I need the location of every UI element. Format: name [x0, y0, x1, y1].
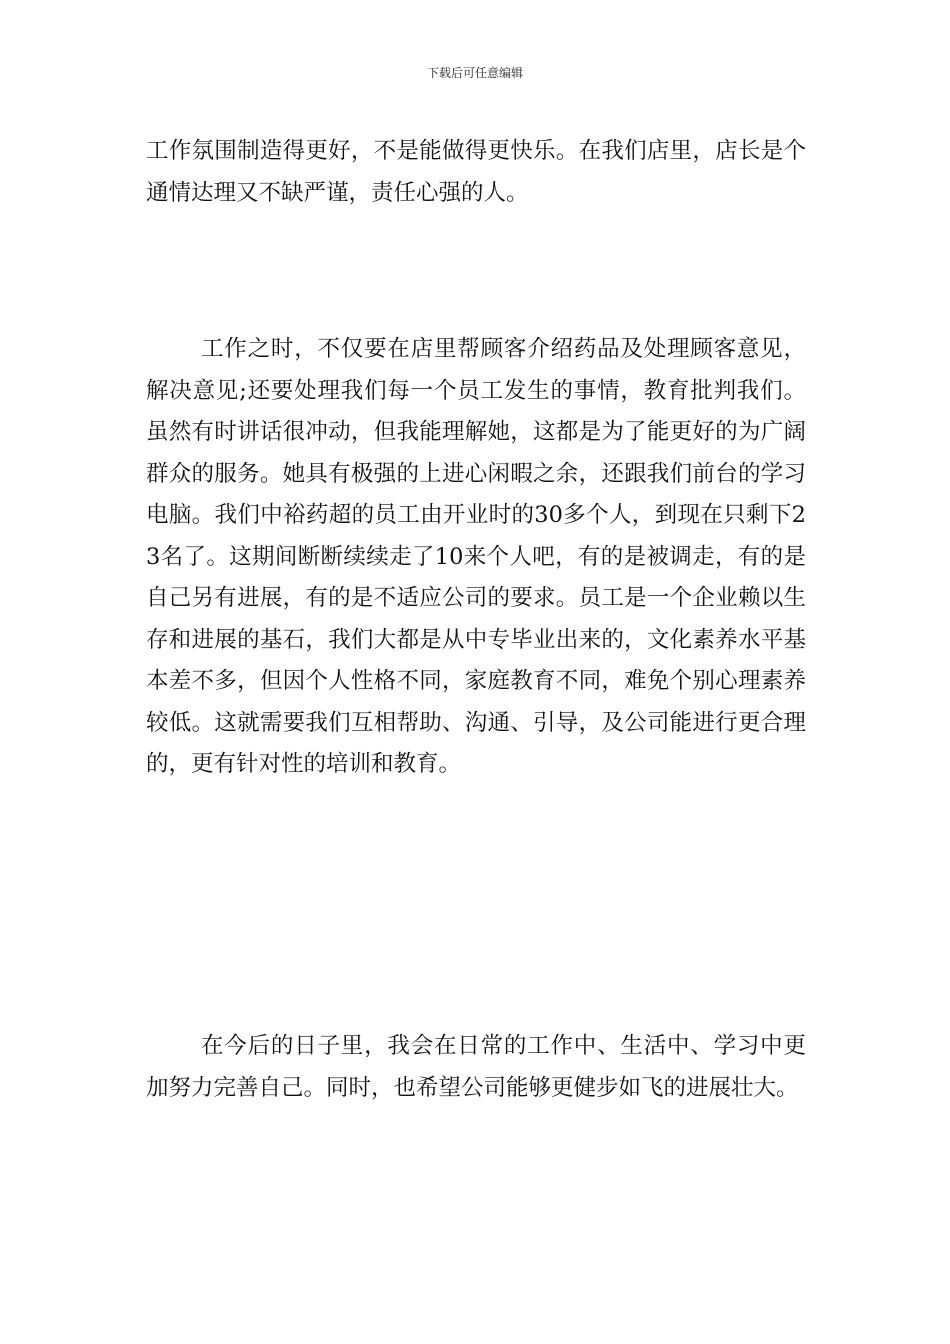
page-header: 下载后可任意编辑 [426, 66, 523, 80]
paragraph-2: 工作之时，不仅要在店里帮顾客介绍药品及处理顾客意见，解决意见;还要处理我们每一个员工发生的事情，教育批判我们。虽然有时讲话很冲动，但我能理解她，这都是为了能更好的为广阔群众的服务。她具有极强的上进心闲暇之余，还跟我们前台的学习电脑。我们中裕药超的员工由开业时的30多个人，到现在只剩下23名了。这期间断断续续走了10来个人吧，有的是被调走，有的是自己另有进展，有的是不适应公司的要求。员工是一个企业赖以生存和进展的基石，我们大都是从中专毕业出来的，文化素养水平基本差不多，但因个人性格不同，家庭教育不同，难免个别心理素养较低。这就需要我们互相帮助、沟通、引导，及公司能进行更合理的，更有针对性的培训和教育。 [146, 336, 806, 777]
paragraph-1: 工作氛围制造得更好，不是能做得更快乐。在我们店里，店长是个通情达理又不缺严谨，责任心强的人。 [146, 138, 806, 206]
paragraph-3: 在今后的日子里，我会在日常的工作中、生活中、学习中更加努力完善自己。同时，也希望公司能够更健步如飞的进展壮大。 [146, 1033, 806, 1101]
